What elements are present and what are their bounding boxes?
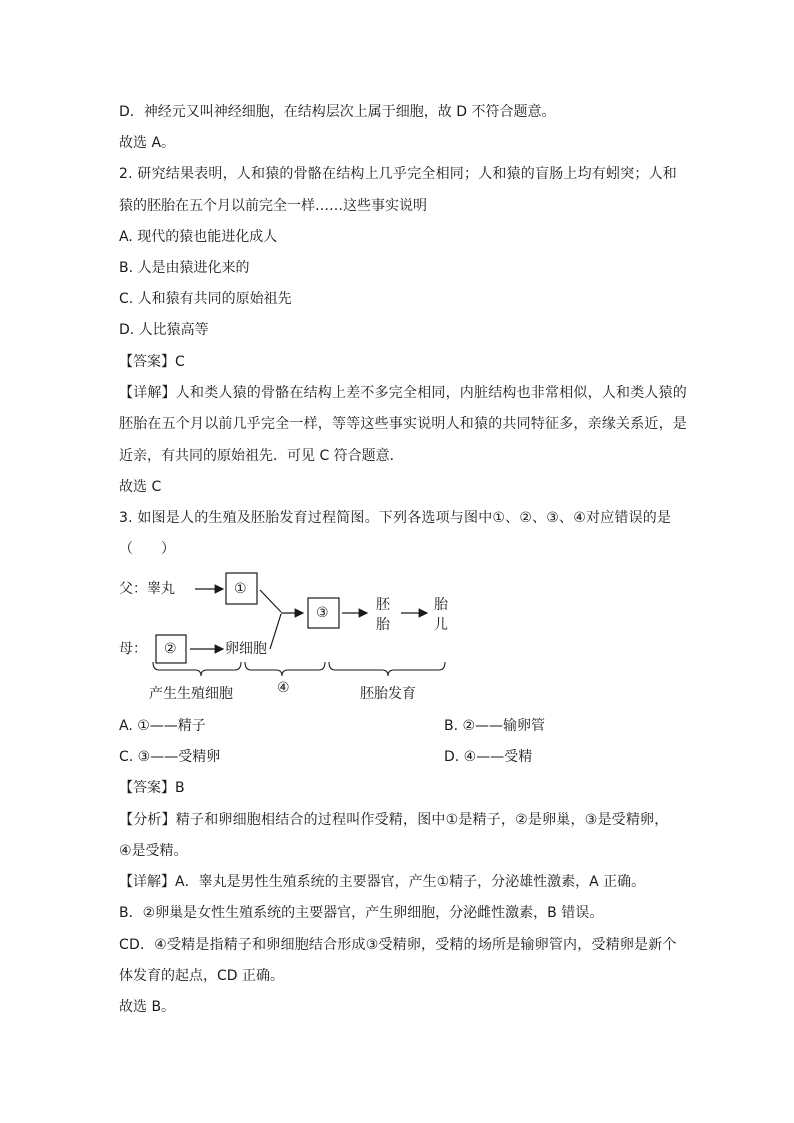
text-line: 故选 A。 [119, 135, 176, 151]
analysis-line: 【分析】精子和卵细胞相结合的过程叫作受精，图中①是精子，②是卵巢，③是受精卵， [119, 812, 669, 828]
fetus-label: 胎 [434, 597, 448, 613]
text-line: D．神经元又叫神经细胞，在结构层次上属于细胞，故 D 不符合题意。 [119, 104, 556, 120]
explanation-line: CD．④受精是指精子和卵细胞结合形成③受精卵，受精的场所是输卵管内，受精卵是新个 [119, 937, 677, 953]
explanation-line: B．②卵巢是女性生殖系统的主要器官，产生卵细胞，分泌雌性激素，B 错误。 [119, 905, 604, 921]
text-line: 故选 C [119, 479, 162, 495]
option-d: D. ④——受精 [444, 749, 533, 765]
circle-4-label: ④ [277, 680, 290, 696]
embryo-label: 胎 [376, 617, 390, 633]
explanation-line: 【详解】A．睾丸是男性生殖系统的主要器官，产生①精子，分泌雄性激素，A 正确。 [119, 874, 646, 890]
question-3-blank: （ ） [119, 541, 175, 557]
box-3-label: ③ [316, 605, 329, 621]
explanation-line: 近亲，有共同的原始祖先．可见 C 符合题意． [119, 448, 404, 464]
option-c: C. ③——受精卵 [119, 749, 221, 765]
question-3-stem: 3. 如图是人的生殖及胚胎发育过程简图。下列各选项与图中①、②、③、④对应错误的是 [119, 510, 672, 526]
brace-2 [245, 662, 325, 676]
brace-3-label: 胚胎发育 [360, 686, 416, 702]
mother-label: 母： [119, 641, 147, 657]
question-2-stem: 2. 研究结果表明，人和猿的骨骼在结构上几乎完全相同；人和猿的盲肠上均有蚓突；人和 [119, 166, 678, 182]
reproduction-diagram [119, 566, 459, 706]
option-d: D. 人比猿高等 [119, 322, 209, 338]
answer-label: 【答案】B [119, 780, 185, 796]
embryo-label: 胚 [376, 597, 390, 613]
explanation-line: 体发育的起点，CD 正确。 [119, 968, 285, 984]
option-b: B. ②——输卵管 [444, 718, 546, 734]
answer-label: 【答案】C [119, 354, 185, 370]
box-2-label: ② [164, 641, 177, 657]
brace-3 [329, 662, 445, 676]
father-label: 父：睾丸 [119, 581, 175, 597]
explanation-line: 【详解】人和类人猿的骨骼在结构上差不多完全相同，内脏结构也非常相似，人和类人猿的 [119, 385, 687, 401]
analysis-line: ④是受精。 [119, 843, 188, 859]
option-b: B. 人是由猿进化来的 [119, 260, 250, 276]
egg-cell-label: 卵细胞 [225, 641, 267, 657]
fetus-label: 儿 [434, 617, 448, 633]
box-1-label: ① [234, 581, 247, 597]
option-c: C. 人和猿有共同的原始祖先 [119, 291, 292, 307]
explanation-line: 胚胎在五个月以前几乎完全一样，等等这些事实说明人和猿的共同特征多，亲缘关系近，是 [119, 416, 687, 432]
brace-1-label: 产生生殖细胞 [149, 686, 233, 702]
option-a: A. 现代的猿也能进化成人 [119, 229, 278, 245]
option-a: A. ①——精子 [119, 718, 206, 734]
text-line: 故选 B。 [119, 999, 176, 1015]
question-2-stem: 猿的胚胎在五个月以前完全一样……这些事实说明 [119, 198, 427, 214]
brace-1 [153, 662, 241, 676]
